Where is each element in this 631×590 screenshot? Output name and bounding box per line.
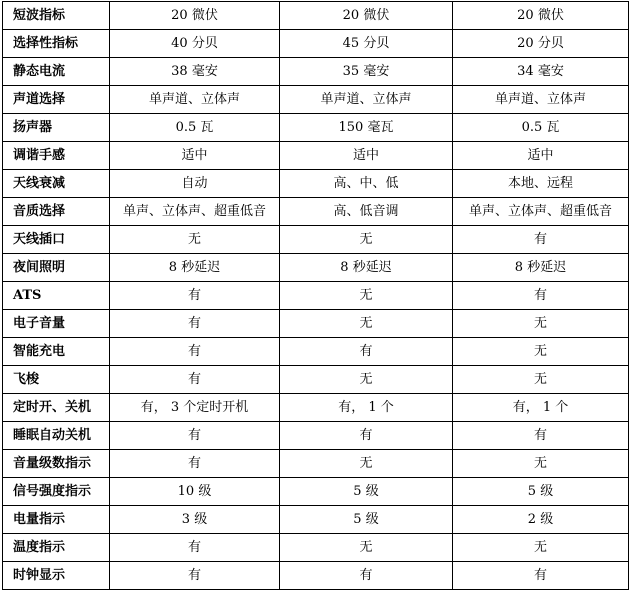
- table-cell: 本地、远程: [453, 170, 629, 198]
- table-cell: 0.5 瓦: [110, 114, 280, 142]
- table-row: [3, 394, 629, 422]
- table-cell: 5 级: [280, 478, 453, 506]
- table-cell: 有: [453, 226, 629, 254]
- table-cell: 5 级: [280, 506, 453, 534]
- row-label: 天线插口: [3, 226, 110, 254]
- table-cell: 10 级: [110, 478, 280, 506]
- table-cell: 无: [453, 338, 629, 366]
- table-row: [3, 338, 629, 366]
- table-cell: 有: [110, 450, 280, 478]
- table-cell: 单声道、立体声: [280, 86, 453, 114]
- row-label: 温度指示: [3, 534, 110, 562]
- row-label: 静态电流: [3, 58, 110, 86]
- table-cell: 无: [453, 366, 629, 394]
- table-cell: 无: [280, 226, 453, 254]
- table-cell: 有: [453, 282, 629, 310]
- table-row: [3, 282, 629, 310]
- row-label: 音质选择: [3, 198, 110, 226]
- table-cell: 45 分贝: [280, 30, 453, 58]
- table-body: [3, 2, 629, 590]
- table-row: [3, 114, 629, 142]
- table-cell: 8 秒延迟: [453, 254, 629, 282]
- table-row: [3, 562, 629, 590]
- table-cell: 单声道、立体声: [453, 86, 629, 114]
- table-cell: 0.5 瓦: [453, 114, 629, 142]
- table-row: [3, 450, 629, 478]
- table-cell: 无: [280, 366, 453, 394]
- table-cell: 高、中、低: [280, 170, 453, 198]
- table-cell: 无: [280, 282, 453, 310]
- table-row: [3, 366, 629, 394]
- table-cell: 单声、立体声、超重低音: [110, 198, 280, 226]
- row-label: 飞梭: [3, 366, 110, 394]
- table-cell: 3 级: [110, 506, 280, 534]
- row-label: 电量指示: [3, 506, 110, 534]
- table-row: [3, 226, 629, 254]
- row-label: 扬声器: [3, 114, 110, 142]
- table-cell: 适中: [453, 142, 629, 170]
- table-cell: 单声、立体声、超重低音: [453, 198, 629, 226]
- table-cell: 有: [110, 562, 280, 590]
- table-cell: 8 秒延迟: [280, 254, 453, 282]
- table-cell: 无: [453, 450, 629, 478]
- table-cell: 有: [280, 338, 453, 366]
- table-cell: 有: [453, 422, 629, 450]
- table-cell: 有: [110, 422, 280, 450]
- row-label: 声道选择: [3, 86, 110, 114]
- row-label: 电子音量: [3, 310, 110, 338]
- table-cell: 无: [110, 226, 280, 254]
- row-label: 时钟显示: [3, 562, 110, 590]
- table-row: [3, 30, 629, 58]
- table-cell: 无: [280, 534, 453, 562]
- table-row: [3, 2, 629, 30]
- table-cell: 无: [280, 310, 453, 338]
- table-cell: 无: [280, 450, 453, 478]
- row-label: 睡眠自动关机: [3, 422, 110, 450]
- table-cell: 5 级: [453, 478, 629, 506]
- row-label: 调谐手感: [3, 142, 110, 170]
- table-cell: 无: [453, 310, 629, 338]
- table-row: [3, 478, 629, 506]
- table-cell: 2 级: [453, 506, 629, 534]
- table-row: [3, 170, 629, 198]
- table-row: [3, 86, 629, 114]
- table-cell: 有， 1 个: [280, 394, 453, 422]
- table-cell: 有， 1 个: [453, 394, 629, 422]
- table-row: [3, 534, 629, 562]
- row-label: 天线衰减: [3, 170, 110, 198]
- table-cell: 适中: [110, 142, 280, 170]
- table-row: [3, 198, 629, 226]
- table-cell: 有: [280, 562, 453, 590]
- table-cell: 35 毫安: [280, 58, 453, 86]
- table-row: [3, 310, 629, 338]
- table-cell: 40 分贝: [110, 30, 280, 58]
- table-row: [3, 58, 629, 86]
- row-label: 选择性指标: [3, 30, 110, 58]
- table-cell: 有: [110, 366, 280, 394]
- table-cell: 34 毫安: [453, 58, 629, 86]
- table-cell: 20 分贝: [453, 30, 629, 58]
- table-cell: 有: [110, 534, 280, 562]
- row-label: 夜间照明: [3, 254, 110, 282]
- table-row: [3, 506, 629, 534]
- table-cell: 有， 3 个定时开机: [110, 394, 280, 422]
- row-label: ATS: [3, 282, 110, 310]
- table-cell: 8 秒延迟: [110, 254, 280, 282]
- table-cell: 20 微伏: [110, 2, 280, 30]
- table-cell: 高、低音调: [280, 198, 453, 226]
- table-row: [3, 422, 629, 450]
- table-cell: 150 毫瓦: [280, 114, 453, 142]
- row-label: 音量级数指示: [3, 450, 110, 478]
- row-label: 信号强度指示: [3, 478, 110, 506]
- table-row: [3, 254, 629, 282]
- table-cell: 有: [110, 310, 280, 338]
- table-cell: 无: [453, 534, 629, 562]
- spec-comparison-table: [2, 1, 629, 590]
- row-label: 智能充电: [3, 338, 110, 366]
- row-label: 定时开、关机: [3, 394, 110, 422]
- table-cell: 20 微伏: [280, 2, 453, 30]
- table-cell: 有: [453, 562, 629, 590]
- table-cell: 单声道、立体声: [110, 86, 280, 114]
- table-cell: 20 微伏: [453, 2, 629, 30]
- table-cell: 适中: [280, 142, 453, 170]
- table-cell: 有: [110, 282, 280, 310]
- table-cell: 有: [280, 422, 453, 450]
- table-cell: 38 毫安: [110, 58, 280, 86]
- table-row: [3, 142, 629, 170]
- row-label: 短波指标: [3, 2, 110, 30]
- table-cell: 自动: [110, 170, 280, 198]
- table-cell: 有: [110, 338, 280, 366]
